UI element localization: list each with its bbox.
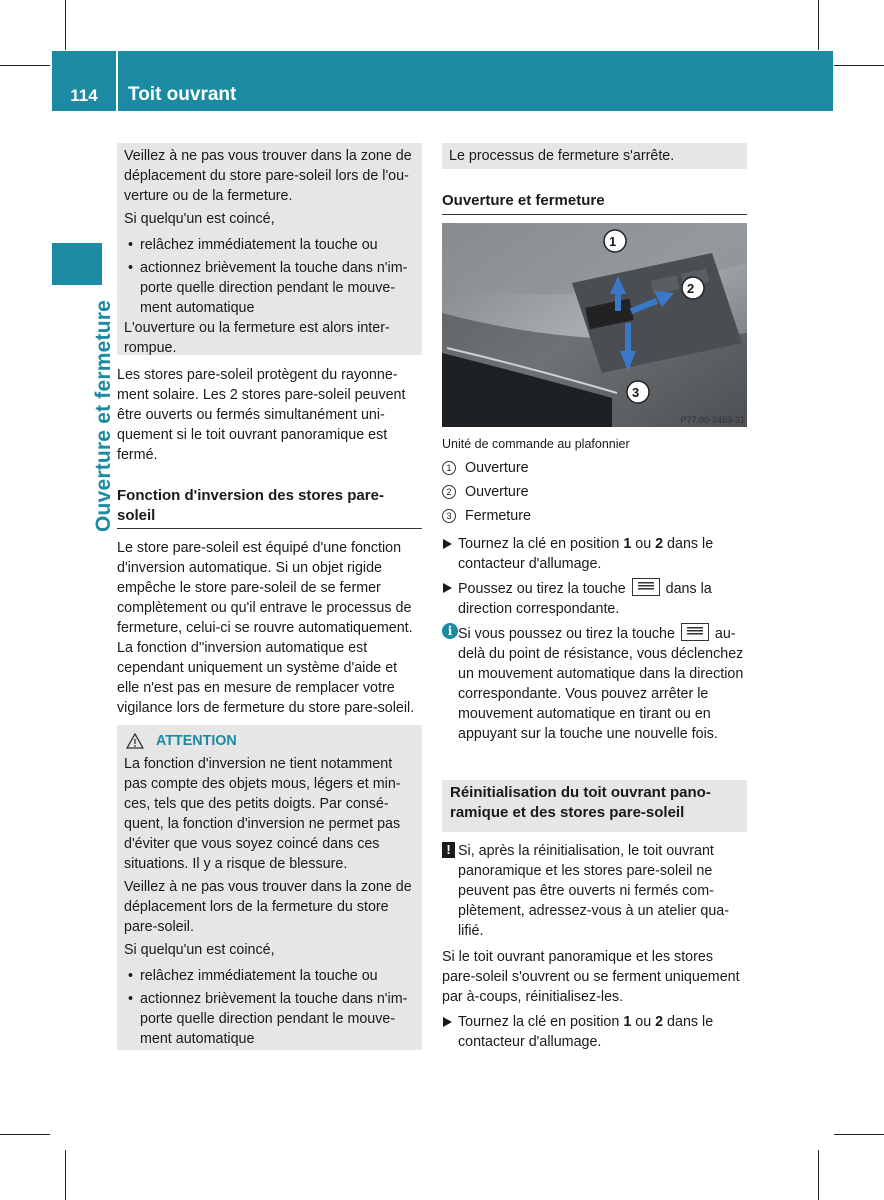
warning-triangle-icon [126,733,144,749]
bullet-item: • actionnez brièvement la touche dans n'importe quelle direction pendant le mouvement automatique [124,258,415,318]
body-paragraph: Les stores pare-soleil protègent du rayonnement solaire. Les 2 stores pare-soleil peuvent être ouverts ou fermés simultanément uniquement si le toit ouvrant panoramique est fermé. [117,367,406,463]
right-column [442,143,747,1052]
callout-number: 1 [442,461,456,475]
arrow-bullet-icon [443,1017,452,1027]
instruction-step: Tournez la clé en position 1 ou 2 dans le contacteur d'allumage. [442,534,747,574]
bullet-item: • actionnez brièvement la touche dans n'importe quelle direction pendant le mouvement automatique [124,989,415,1049]
bullet-item: • relâchez immédiatement la touche ou [124,235,415,255]
crop-mark [0,65,50,66]
section-heading: Réinitialisation du toit ouvrant panoramique et des stores pare-soleil [450,784,711,821]
warning-text: Si quelqu'un est coincé, [124,211,275,227]
overhead-control-photo [442,223,747,427]
section-heading: Ouverture et fermeture [442,191,747,215]
attention-box [117,725,422,1050]
notice: ! Si, après la réinitialisation, le toit ouvrant panoramique et les stores pare-soleil ne peuvent pas être ouverts ni fermés complètement, adressez-vous à un atelier qualifié. [442,841,747,941]
crop-mark [65,0,66,50]
arrow-bullet-icon [443,583,452,593]
header-separator [116,51,118,111]
left-column [117,143,422,1050]
crop-mark [834,1134,884,1135]
callout-label: 2 [687,281,695,296]
section-heading-box [442,780,747,832]
section-tab [52,243,102,285]
instruction-step: Tournez la clé en position 1 ou 2 dans le contacteur d'allumage. [442,1012,747,1052]
legend-item: 2 Ouverture [442,480,747,504]
body-paragraph: Le store pare-soleil est équipé d'une fonction d'inversion automatique. Si un objet rigide empêche le store pare-soleil de se fermer complètement ou qu'il entrave le processus de fermeture, celui-ci se rouvre automatiquement. La fonction d''inversion automatique est cependant uniquement un système d'aide et elle n'est pas en mesure de remplacer votre vigilance lors de fermeture du store pare-soleil. [117,540,415,716]
callout-label: 1 [609,234,617,249]
section-label: Ouverture et fermeture [92,300,115,532]
heading-rule [117,528,422,529]
section-heading: Fonction d'inversion des stores pare-soleil [117,487,384,524]
crop-mark [65,1150,66,1200]
callout-label: 3 [632,385,640,400]
sunblind-switch-icon [632,578,660,596]
info-icon: i [442,623,458,639]
exclamation-icon: ! [442,842,455,858]
info-strip-text: Le processus de fermeture s'arrête. [449,148,675,164]
legend-item: 3 Fermeture [442,504,747,528]
page-title: Toit ouvrant [128,84,237,105]
sunblind-switch-icon [681,623,709,641]
body-paragraph: Si le toit ouvrant panoramique et les stores pare-soleil s'ouvrent ou se ferment uniquement par à-coups, réinitialisez-les. [442,949,740,1005]
warning-text: Veillez à ne pas vous trouver dans la zone de déplacement du store pare-soleil lors de l'ouverture ou de la fermeture. [124,148,412,204]
callout-number: 2 [442,485,456,499]
bullet-item: • relâchez immédiatement la touche ou [124,966,415,986]
callout-number: 3 [442,509,456,523]
warning-box [117,143,422,355]
page-number: 114 [70,86,98,105]
crop-mark [818,0,819,50]
instruction-step: Poussez ou tirez la touche dans la direction correspondante. [442,578,747,619]
image-reference: P77.00-2453-31 [680,415,745,425]
figure [442,223,747,427]
arrow-bullet-icon [443,539,452,549]
legend [442,456,747,528]
attention-header [126,731,415,751]
warning-text: L'ouverture ou la fermeture est alors interrompue. [124,320,390,356]
crop-mark [0,1134,50,1135]
crop-mark [818,1150,819,1200]
crop-mark [834,65,884,66]
attention-text: Veillez à ne pas vous trouver dans la zone de déplacement lors de la fermeture du store pare-soleil. [124,879,412,935]
info-strip [442,143,747,169]
attention-text: Si quelqu'un est coincé, [124,942,275,958]
attention-text: La fonction d'inversion ne tient notamment pas compte des objets mous, légers et minces, tels que des petits doigts. Par conséquent, la fonction d'inversion ne permet pas d'éviter que vous soyez coincé dans ces situations. Il y a risque de blessure. [124,756,401,872]
figure-caption: Unité de commande au plafonnier [442,437,630,451]
attention-title: ATTENTION [156,733,237,749]
info-note: i Si vous poussez ou tirez la touche au-delà du point de résistance, vous déclenchez un mouvement automatique dans la direction correspondante. Vous pouvez arrêter le mouvement automatique en tirant ou en appuyant sur la touche une nouvelle fois. [442,623,747,744]
legend-item: 1 Ouverture [442,456,747,480]
